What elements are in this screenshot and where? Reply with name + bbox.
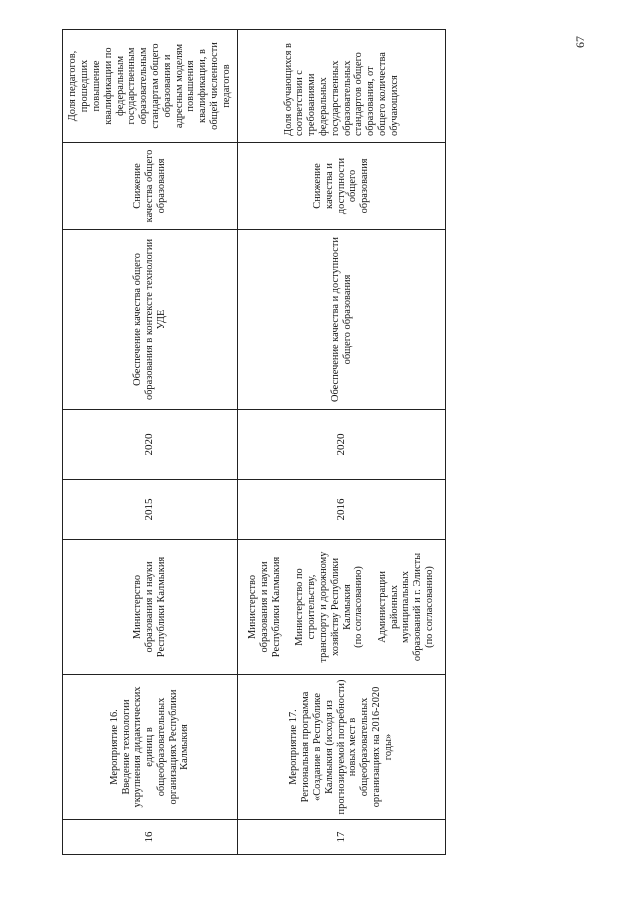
table-row [238,30,446,855]
end-year-cell: 2020 [63,410,238,480]
table-row [63,30,238,855]
consequences-cell: Снижение качества и доступности общего образования [238,143,446,230]
responsible-cell: Министерство образования и науки Республики Калмыкия Министерство по строительству, транспорту и дорожному хозяйству Республики Калмыкия (по согласованию) Администрации районных муниципальных образований и г. Элисты (по согласованию) [238,540,446,675]
page-number: 67 [573,36,587,48]
row-number-cell: 16 [63,820,238,855]
rotated-table-wrapper [62,30,445,855]
start-year-cell: 2015 [63,480,238,540]
indicator-cell: Доля обучающихся в соответствии с требованиями федеральных государственных образовательных стандартов общего образования, от общего количества обучающихся [238,30,446,143]
measure-cell: Мероприятие 16. Введение технологии укрупнения дидактических единиц в общеобразовательных организациях Республики Калмыкия [63,675,238,820]
indicator-cell: Доля педагогов, прошедших повышение квалификации по федеральным государственным образовательным стандартам общего образования и адресным моделям повышения квалификации, в общей численности педагогов [63,30,238,143]
expected-result-cell: Обеспечение качества и доступности общего образования [238,230,446,410]
start-year-cell: 2016 [238,480,446,540]
measure-cell: Мероприятие 17. Региональная программа «Создание в Республике Калмыкия (исходя из прогнозируемой потребности) новых мест в общеобразовательных организациях на 2016-2020 годы» [238,675,446,820]
measures-table [62,29,446,855]
row-number-cell: 17 [238,820,446,855]
responsible-cell: Министерство образования и науки Республики Калмыкия [63,540,238,675]
consequences-cell: Снижение качества общего образования [63,143,238,230]
end-year-cell: 2020 [238,410,446,480]
expected-result-cell: Обеспечение качества общего образования в контексте технологии УДЕ [63,230,238,410]
